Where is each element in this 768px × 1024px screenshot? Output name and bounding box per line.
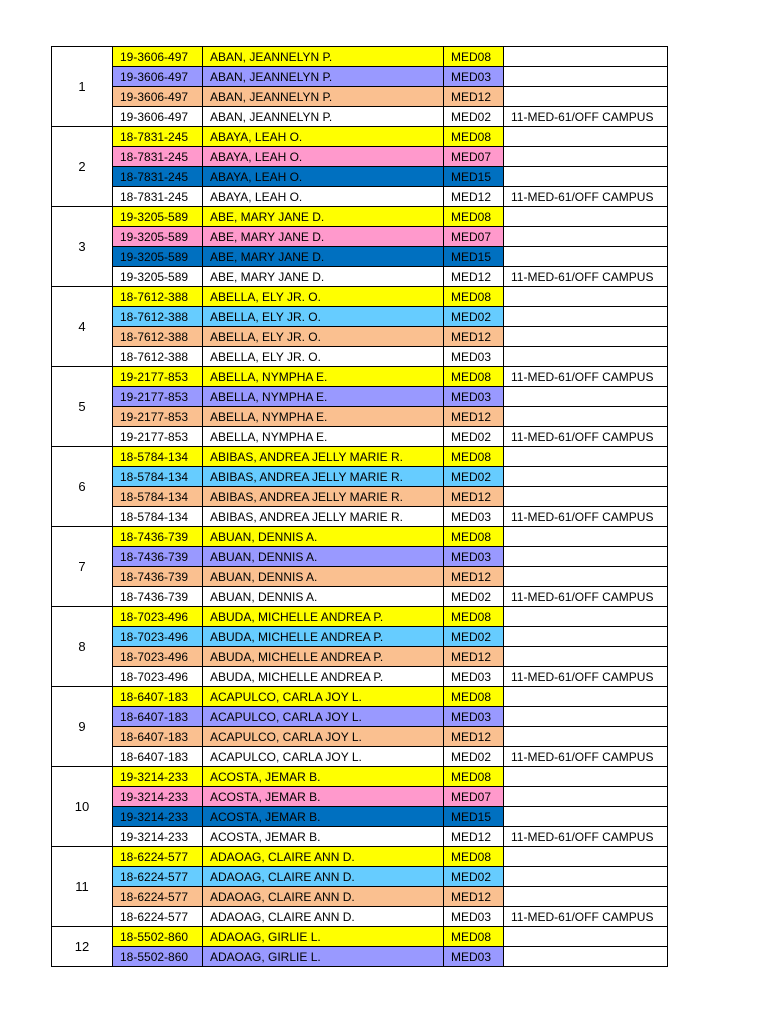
student-name-cell: ABUDA, MICHELLE ANDREA P. xyxy=(203,607,444,627)
course-code-cell: MED08 xyxy=(444,847,504,867)
remark-cell xyxy=(504,887,668,907)
student-name-cell: ABAYA, LEAH O. xyxy=(203,167,444,187)
student-name-cell: ADAOAG, GIRLIE L. xyxy=(203,947,444,967)
course-code-cell: MED12 xyxy=(444,327,504,347)
table-row xyxy=(52,307,668,327)
course-code-cell: MED03 xyxy=(444,947,504,967)
table-row xyxy=(52,347,668,367)
student-id-cell: 18-7612-388 xyxy=(113,327,203,347)
group-number: 4 xyxy=(52,287,113,367)
student-id-cell: 19-3214-233 xyxy=(113,767,203,787)
student-name-cell: ABELLA, ELY JR. O. xyxy=(203,307,444,327)
student-id-cell: 18-6407-183 xyxy=(113,687,203,707)
table-row xyxy=(52,207,668,227)
remark-cell xyxy=(504,527,668,547)
student-name-cell: ABELLA, ELY JR. O. xyxy=(203,327,444,347)
student-name-cell: ACAPULCO, CARLA JOY L. xyxy=(203,707,444,727)
course-code-cell: MED12 xyxy=(444,567,504,587)
enrollment-table-body xyxy=(52,47,668,967)
course-code-cell: MED12 xyxy=(444,727,504,747)
course-code-cell: MED08 xyxy=(444,47,504,67)
group-number: 7 xyxy=(52,527,113,607)
course-code-cell: MED02 xyxy=(444,587,504,607)
student-name-cell: ADAOAG, CLAIRE ANN D. xyxy=(203,907,444,927)
course-code-cell: MED12 xyxy=(444,87,504,107)
course-code-cell: MED08 xyxy=(444,287,504,307)
course-code-cell: MED07 xyxy=(444,227,504,247)
course-code-cell: MED12 xyxy=(444,887,504,907)
student-id-cell: 18-7436-739 xyxy=(113,547,203,567)
table-row xyxy=(52,747,668,767)
student-id-cell: 18-7023-496 xyxy=(113,607,203,627)
remark-cell xyxy=(504,87,668,107)
remark-cell xyxy=(504,447,668,467)
student-name-cell: ABE, MARY JANE D. xyxy=(203,207,444,227)
student-id-cell: 18-5784-134 xyxy=(113,447,203,467)
remark-cell: 11-MED-61/OFF CAMPUS xyxy=(504,507,668,527)
remark-cell xyxy=(504,767,668,787)
course-code-cell: MED15 xyxy=(444,167,504,187)
student-id-cell: 19-3214-233 xyxy=(113,807,203,827)
table-row xyxy=(52,87,668,107)
table-row xyxy=(52,227,668,247)
remark-cell xyxy=(504,207,668,227)
course-code-cell: MED12 xyxy=(444,647,504,667)
table-row xyxy=(52,687,668,707)
course-code-cell: MED08 xyxy=(444,927,504,947)
student-id-cell: 18-5502-860 xyxy=(113,927,203,947)
remark-cell xyxy=(504,387,668,407)
table-row xyxy=(52,607,668,627)
table-row xyxy=(52,407,668,427)
student-id-cell: 18-7831-245 xyxy=(113,167,203,187)
group-number: 6 xyxy=(52,447,113,527)
course-code-cell: MED02 xyxy=(444,467,504,487)
student-id-cell: 19-2177-853 xyxy=(113,367,203,387)
course-code-cell: MED08 xyxy=(444,207,504,227)
table-row xyxy=(52,167,668,187)
course-code-cell: MED02 xyxy=(444,627,504,647)
remark-cell: 11-MED-61/OFF CAMPUS xyxy=(504,747,668,767)
course-code-cell: MED12 xyxy=(444,827,504,847)
student-name-cell: ABELLA, NYMPHA E. xyxy=(203,407,444,427)
student-id-cell: 18-6407-183 xyxy=(113,747,203,767)
course-code-cell: MED12 xyxy=(444,187,504,207)
remark-cell: 11-MED-61/OFF CAMPUS xyxy=(504,107,668,127)
student-name-cell: ABUAN, DENNIS A. xyxy=(203,587,444,607)
group-number: 1 xyxy=(52,47,113,127)
student-name-cell: ACAPULCO, CARLA JOY L. xyxy=(203,687,444,707)
remark-cell: 11-MED-61/OFF CAMPUS xyxy=(504,667,668,687)
remark-cell xyxy=(504,807,668,827)
student-id-cell: 19-3205-589 xyxy=(113,207,203,227)
table-row xyxy=(52,587,668,607)
table-row xyxy=(52,367,668,387)
remark-cell xyxy=(504,687,668,707)
student-id-cell: 18-7436-739 xyxy=(113,527,203,547)
table-row xyxy=(52,467,668,487)
remark-cell xyxy=(504,567,668,587)
group-number: 2 xyxy=(52,127,113,207)
student-name-cell: ABAN, JEANNELYN P. xyxy=(203,67,444,87)
student-name-cell: ADAOAG, CLAIRE ANN D. xyxy=(203,867,444,887)
table-row xyxy=(52,567,668,587)
table-row xyxy=(52,547,668,567)
student-name-cell: ABAN, JEANNELYN P. xyxy=(203,87,444,107)
student-name-cell: ADAOAG, CLAIRE ANN D. xyxy=(203,887,444,907)
course-code-cell: MED02 xyxy=(444,427,504,447)
remark-cell xyxy=(504,647,668,667)
course-code-cell: MED08 xyxy=(444,127,504,147)
course-code-cell: MED12 xyxy=(444,487,504,507)
student-id-cell: 18-5502-860 xyxy=(113,947,203,967)
remark-cell xyxy=(504,487,668,507)
student-name-cell: ABAN, JEANNELYN P. xyxy=(203,107,444,127)
remark-cell xyxy=(504,247,668,267)
student-id-cell: 19-3606-497 xyxy=(113,107,203,127)
course-code-cell: MED03 xyxy=(444,347,504,367)
student-name-cell: ABAN, JEANNELYN P. xyxy=(203,47,444,67)
table-row xyxy=(52,907,668,927)
remark-cell: 11-MED-61/OFF CAMPUS xyxy=(504,907,668,927)
student-id-cell: 18-7023-496 xyxy=(113,647,203,667)
student-name-cell: ACOSTA, JEMAR B. xyxy=(203,787,444,807)
student-id-cell: 18-7436-739 xyxy=(113,567,203,587)
course-code-cell: MED03 xyxy=(444,507,504,527)
remark-cell xyxy=(504,847,668,867)
student-id-cell: 18-7023-496 xyxy=(113,667,203,687)
student-id-cell: 18-7612-388 xyxy=(113,287,203,307)
table-row xyxy=(52,387,668,407)
table-row xyxy=(52,327,668,347)
group-number: 12 xyxy=(52,927,113,967)
table-row xyxy=(52,447,668,467)
student-name-cell: ABIBAS, ANDREA JELLY MARIE R. xyxy=(203,507,444,527)
remark-cell xyxy=(504,787,668,807)
remark-cell: 11-MED-61/OFF CAMPUS xyxy=(504,827,668,847)
course-code-cell: MED03 xyxy=(444,907,504,927)
student-id-cell: 19-3205-589 xyxy=(113,227,203,247)
remark-cell: 11-MED-61/OFF CAMPUS xyxy=(504,187,668,207)
student-id-cell: 18-6224-577 xyxy=(113,887,203,907)
student-name-cell: ABIBAS, ANDREA JELLY MARIE R. xyxy=(203,447,444,467)
course-code-cell: MED02 xyxy=(444,307,504,327)
table-row xyxy=(52,527,668,547)
student-id-cell: 18-7612-388 xyxy=(113,307,203,327)
remark-cell xyxy=(504,607,668,627)
student-name-cell: ABUAN, DENNIS A. xyxy=(203,567,444,587)
course-code-cell: MED08 xyxy=(444,607,504,627)
table-row xyxy=(52,187,668,207)
student-name-cell: ABUAN, DENNIS A. xyxy=(203,547,444,567)
remark-cell xyxy=(504,627,668,647)
remark-cell: 11-MED-61/OFF CAMPUS xyxy=(504,367,668,387)
course-code-cell: MED02 xyxy=(444,867,504,887)
student-id-cell: 18-6224-577 xyxy=(113,867,203,887)
course-code-cell: MED08 xyxy=(444,447,504,467)
student-name-cell: ABE, MARY JANE D. xyxy=(203,247,444,267)
student-name-cell: ABE, MARY JANE D. xyxy=(203,227,444,247)
table-row xyxy=(52,627,668,647)
student-name-cell: ABUDA, MICHELLE ANDREA P. xyxy=(203,667,444,687)
student-name-cell: ABELLA, ELY JR. O. xyxy=(203,287,444,307)
course-code-cell: MED08 xyxy=(444,527,504,547)
table-row xyxy=(52,847,668,867)
table-row xyxy=(52,247,668,267)
student-name-cell: ADAOAG, GIRLIE L. xyxy=(203,927,444,947)
remark-cell: 11-MED-61/OFF CAMPUS xyxy=(504,267,668,287)
table-row xyxy=(52,947,668,967)
student-id-cell: 19-3606-497 xyxy=(113,87,203,107)
student-name-cell: ACAPULCO, CARLA JOY L. xyxy=(203,727,444,747)
table-row xyxy=(52,927,668,947)
course-code-cell: MED03 xyxy=(444,387,504,407)
course-code-cell: MED02 xyxy=(444,107,504,127)
student-name-cell: ACAPULCO, CARLA JOY L. xyxy=(203,747,444,767)
student-id-cell: 18-6407-183 xyxy=(113,707,203,727)
table-row xyxy=(52,767,668,787)
student-id-cell: 18-6224-577 xyxy=(113,847,203,867)
remark-cell xyxy=(504,127,668,147)
course-code-cell: MED03 xyxy=(444,67,504,87)
remark-cell xyxy=(504,467,668,487)
remark-cell xyxy=(504,947,668,967)
course-code-cell: MED02 xyxy=(444,747,504,767)
student-id-cell: 19-3205-589 xyxy=(113,247,203,267)
table-row xyxy=(52,287,668,307)
table-row xyxy=(52,727,668,747)
table-row xyxy=(52,127,668,147)
table-row xyxy=(52,487,668,507)
student-name-cell: ABELLA, NYMPHA E. xyxy=(203,427,444,447)
student-name-cell: ABIBAS, ANDREA JELLY MARIE R. xyxy=(203,487,444,507)
course-code-cell: MED15 xyxy=(444,247,504,267)
group-number: 10 xyxy=(52,767,113,847)
table-row xyxy=(52,507,668,527)
table-row xyxy=(52,887,668,907)
course-code-cell: MED07 xyxy=(444,147,504,167)
student-id-cell: 19-3214-233 xyxy=(113,787,203,807)
table-row xyxy=(52,867,668,887)
remark-cell xyxy=(504,927,668,947)
student-id-cell: 19-2177-853 xyxy=(113,387,203,407)
table-row xyxy=(52,667,668,687)
table-row xyxy=(52,787,668,807)
group-number: 11 xyxy=(52,847,113,927)
student-name-cell: ABELLA, NYMPHA E. xyxy=(203,387,444,407)
course-code-cell: MED08 xyxy=(444,687,504,707)
table-row xyxy=(52,647,668,667)
remark-cell xyxy=(504,167,668,187)
remark-cell xyxy=(504,327,668,347)
remark-cell: 11-MED-61/OFF CAMPUS xyxy=(504,587,668,607)
student-name-cell: ABUDA, MICHELLE ANDREA P. xyxy=(203,647,444,667)
table-row xyxy=(52,107,668,127)
student-id-cell: 18-5784-134 xyxy=(113,467,203,487)
remark-cell xyxy=(504,287,668,307)
group-number: 8 xyxy=(52,607,113,687)
group-number: 3 xyxy=(52,207,113,287)
student-name-cell: ADAOAG, CLAIRE ANN D. xyxy=(203,847,444,867)
course-code-cell: MED08 xyxy=(444,767,504,787)
table-row xyxy=(52,47,668,67)
student-id-cell: 19-2177-853 xyxy=(113,407,203,427)
course-code-cell: MED12 xyxy=(444,267,504,287)
remark-cell xyxy=(504,227,668,247)
student-name-cell: ABAYA, LEAH O. xyxy=(203,187,444,207)
course-code-cell: MED07 xyxy=(444,787,504,807)
student-id-cell: 18-7831-245 xyxy=(113,127,203,147)
remark-cell xyxy=(504,307,668,327)
student-id-cell: 19-3214-233 xyxy=(113,827,203,847)
course-code-cell: MED03 xyxy=(444,547,504,567)
student-id-cell: 18-7023-496 xyxy=(113,627,203,647)
table-row xyxy=(52,827,668,847)
student-name-cell: ACOSTA, JEMAR B. xyxy=(203,807,444,827)
table-row xyxy=(52,707,668,727)
enrollment-table xyxy=(51,46,668,967)
student-id-cell: 19-3205-589 xyxy=(113,267,203,287)
group-number: 9 xyxy=(52,687,113,767)
student-name-cell: ABELLA, NYMPHA E. xyxy=(203,367,444,387)
student-name-cell: ABAYA, LEAH O. xyxy=(203,147,444,167)
student-id-cell: 18-7831-245 xyxy=(113,147,203,167)
table-row xyxy=(52,147,668,167)
remark-cell xyxy=(504,727,668,747)
student-id-cell: 18-5784-134 xyxy=(113,507,203,527)
student-id-cell: 18-7612-388 xyxy=(113,347,203,367)
table-row xyxy=(52,427,668,447)
student-id-cell: 18-7831-245 xyxy=(113,187,203,207)
table-row xyxy=(52,807,668,827)
course-code-cell: MED03 xyxy=(444,667,504,687)
course-code-cell: MED15 xyxy=(444,807,504,827)
student-name-cell: ABE, MARY JANE D. xyxy=(203,267,444,287)
group-number: 5 xyxy=(52,367,113,447)
table-row xyxy=(52,267,668,287)
student-name-cell: ABUDA, MICHELLE ANDREA P. xyxy=(203,627,444,647)
remark-cell xyxy=(504,47,668,67)
remark-cell xyxy=(504,547,668,567)
student-name-cell: ABELLA, ELY JR. O. xyxy=(203,347,444,367)
course-code-cell: MED08 xyxy=(444,367,504,387)
student-name-cell: ABAYA, LEAH O. xyxy=(203,127,444,147)
remark-cell xyxy=(504,867,668,887)
student-id-cell: 18-7436-739 xyxy=(113,587,203,607)
remark-cell xyxy=(504,407,668,427)
remark-cell xyxy=(504,147,668,167)
remark-cell xyxy=(504,707,668,727)
remark-cell xyxy=(504,67,668,87)
student-id-cell: 18-6224-577 xyxy=(113,907,203,927)
student-id-cell: 19-3606-497 xyxy=(113,47,203,67)
student-id-cell: 18-5784-134 xyxy=(113,487,203,507)
student-id-cell: 19-2177-853 xyxy=(113,427,203,447)
course-code-cell: MED12 xyxy=(444,407,504,427)
table-row xyxy=(52,67,668,87)
student-name-cell: ABIBAS, ANDREA JELLY MARIE R. xyxy=(203,467,444,487)
course-code-cell: MED03 xyxy=(444,707,504,727)
student-name-cell: ABUAN, DENNIS A. xyxy=(203,527,444,547)
student-name-cell: ACOSTA, JEMAR B. xyxy=(203,767,444,787)
remark-cell xyxy=(504,347,668,367)
student-name-cell: ACOSTA, JEMAR B. xyxy=(203,827,444,847)
remark-cell: 11-MED-61/OFF CAMPUS xyxy=(504,427,668,447)
student-id-cell: 18-6407-183 xyxy=(113,727,203,747)
student-id-cell: 19-3606-497 xyxy=(113,67,203,87)
